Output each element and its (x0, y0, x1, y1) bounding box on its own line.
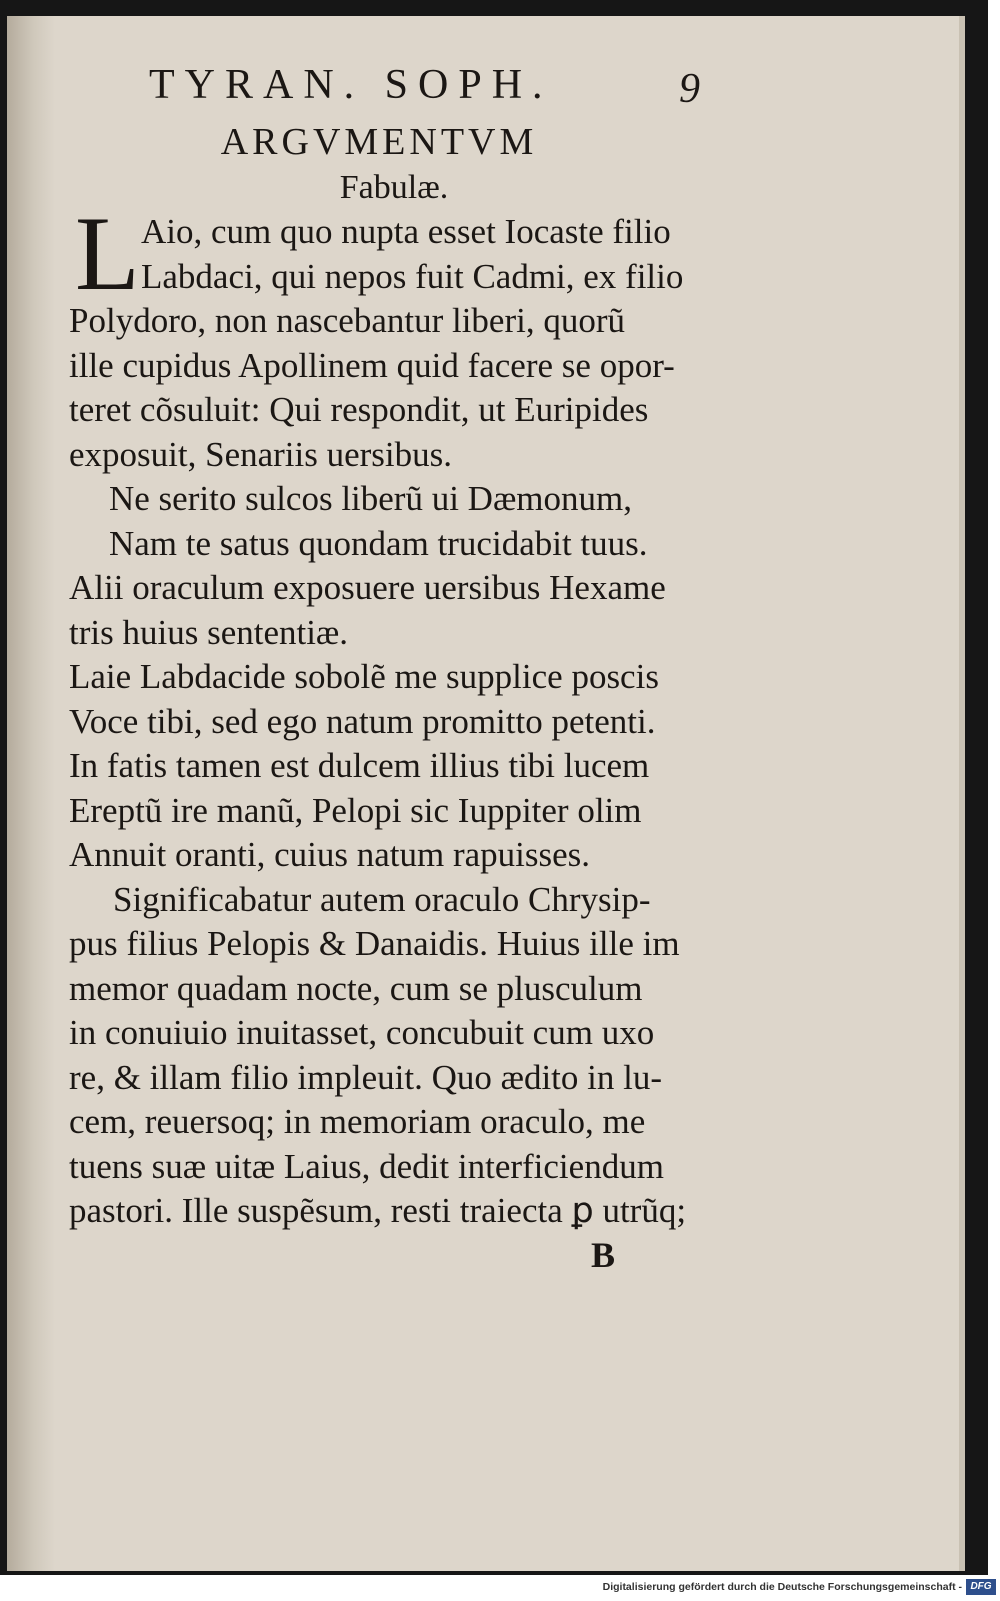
verse-line: Ne serito sulcos liberũ ui Dæmonum, (109, 479, 633, 518)
digitization-footer (0, 1575, 1000, 1601)
text-line: memor quadam nocte, cum se plusculum (69, 968, 643, 1008)
text-line: teret cõsuluit: Qui respondit, ut Euripides (69, 390, 649, 429)
text-line: Aio, cum quo nupta esset Iocaste filio (141, 212, 671, 251)
running-head-title: TYRAN. SOPH. (149, 62, 553, 108)
drop-cap: L (75, 195, 140, 312)
verse-line: In fatis tamen est dulcem illius tibi lucem (69, 746, 650, 785)
page-gutter-shadow (7, 16, 55, 1571)
verse-line: Voce tibi, sed ego natum promitto petenti. (69, 701, 656, 741)
text-line: tris huius sententiæ. (69, 612, 349, 652)
catchword (69, 1234, 759, 1278)
text-line: re, & illam filio impleuit. Quo ædito in lu- (69, 1057, 663, 1097)
paragraph-3 (69, 878, 759, 1234)
text-line: Labdaci, qui nepos fuit Cadmi, ex filio (141, 256, 684, 296)
dfg-logo-icon: DFG (966, 1579, 996, 1595)
verse-hexameter (69, 655, 759, 878)
book-page (7, 16, 965, 1571)
page-number: 9 (679, 66, 700, 112)
argument-title: ARGVMENTVM (220, 121, 538, 163)
text-line: Alii oraculum exposuere uersibus Hexame (69, 568, 666, 607)
signature-mark: B (591, 1234, 616, 1275)
running-head (69, 56, 759, 114)
paragraph-1 (69, 195, 759, 477)
text-line: exposuit, Senariis uersibus. (69, 434, 453, 474)
text-line: in conuiuio inuitasset, concubuit cum uxo (69, 1013, 655, 1052)
text-line: Significabatur autem oraculo Chrysip- (113, 879, 651, 919)
text-block (69, 56, 759, 1278)
text-line: pastori. Ille suspẽsum, resti traiecta ꝑ utrũq; (69, 1191, 687, 1230)
paragraph-2 (69, 566, 759, 655)
verse-senarii (69, 477, 759, 566)
argument-subtitle: Fabulæ. (339, 169, 449, 206)
text-line: Polydoro, non nascebantur liberi, quorũ (69, 301, 626, 340)
verse-line: Ereptũ ire manũ, Pelopi sic Iuppiter olim (69, 790, 642, 830)
text-line: ille cupidus Apollinem quid facere se opor- (69, 345, 675, 385)
text-line: tuens suæ uitæ Laius, dedit interficiendum (69, 1146, 664, 1186)
verse-line: Annuit oranti, cuius natum rapuisses. (69, 835, 591, 874)
verse-line: Nam te satus quondam trucidabit tuus. (109, 523, 648, 563)
footer-credit: Digitalisierung gefördert durch die Deutsche Forschungsgemeinschaft - (602, 1581, 962, 1593)
text-line: pus filius Pelopis & Danaidis. Huius ille im (69, 924, 680, 963)
text-line: cem, reuersoq; in memoriam oraculo, me (69, 1102, 646, 1141)
verse-line: Laie Labdacide sobolẽ me supplice poscis (69, 657, 659, 696)
